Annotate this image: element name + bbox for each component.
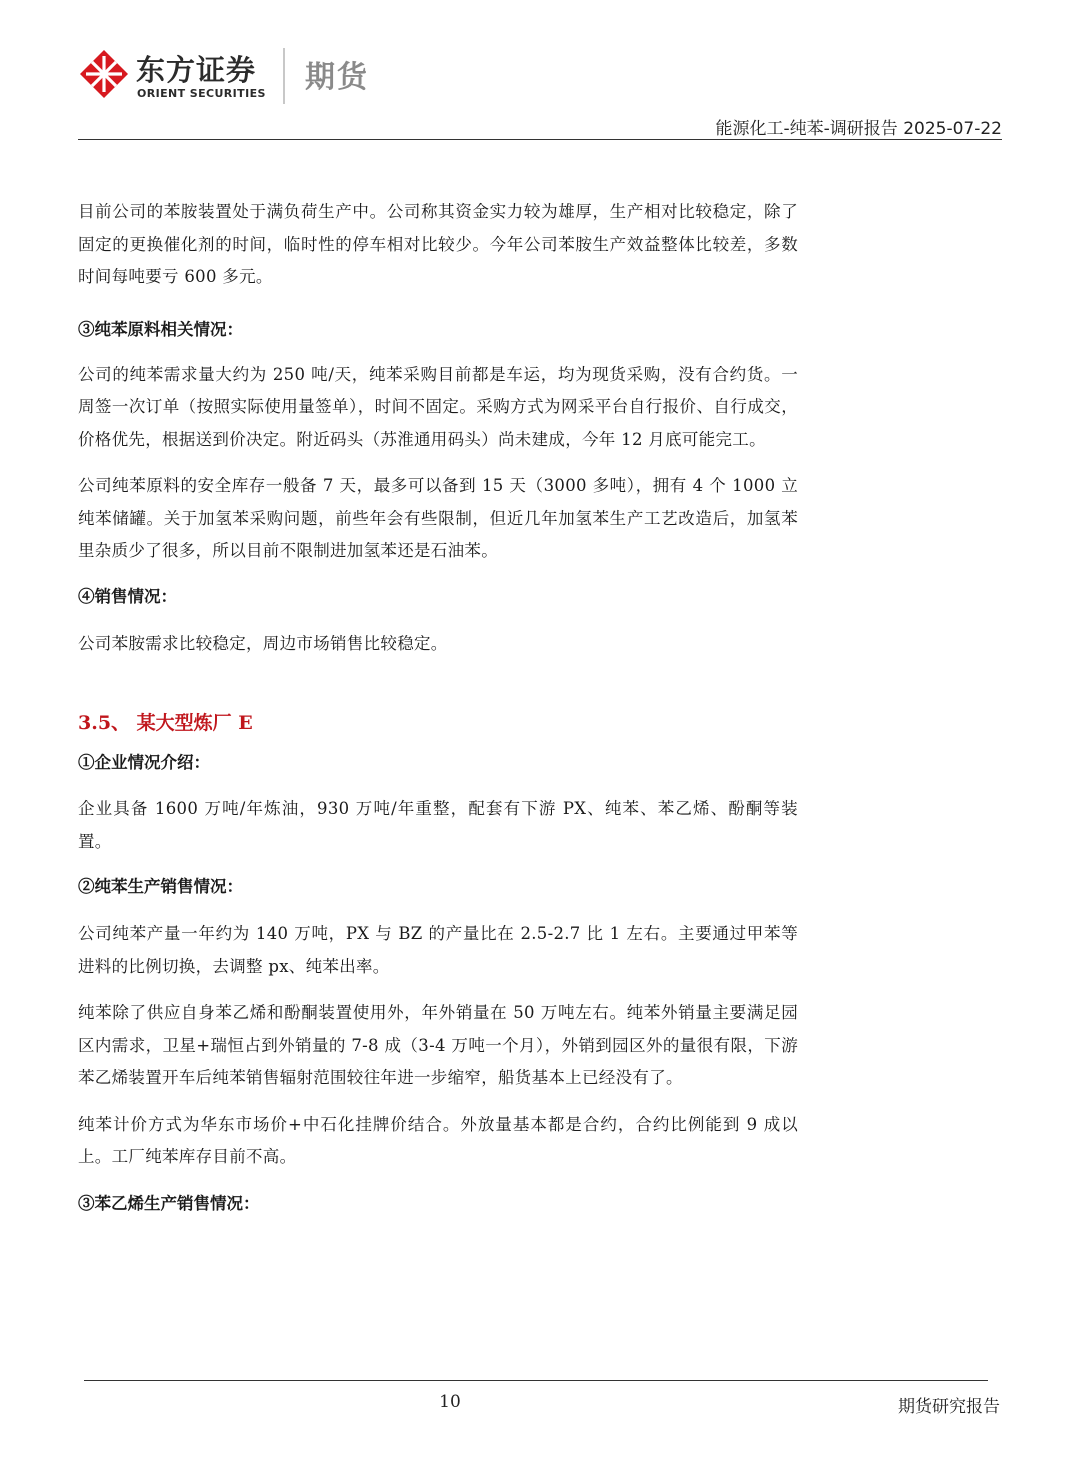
paragraph-aniline-status: 目前公司的苯胺装置处于满负荷生产中。公司称其资金实力较为雄厚，生产相对比较稳定，除了固定的更换催化剂的时间，临时性的停车相对比较少。今年公司苯胺生产效益整体比较差，多数时间每吨要亏 600 多元。 — [78, 202, 798, 286]
heading-sales: ④销售情况： — [78, 586, 177, 606]
footer-divider — [84, 1380, 988, 1381]
heading-benzene-production: ②纯苯生产销售情况： — [78, 877, 243, 896]
footer-report-type: 期货研究报告 — [898, 1397, 1000, 1417]
logo-chinese-name: 东方证券 — [136, 53, 257, 87]
paragraph-benzene-inventory: 公司纯苯原料的安全库存一般备 7 天，最多可以备到 15 天（3000 多吨），拥有 4 个 1000 立纯苯储罐。关于加氢苯采购问题，前些年会有些限制，但近几年加氢苯生产工艺改造后，加氢苯里杂质少了很多，所以目前不限制进加氢苯还是石油苯。 — [78, 476, 798, 560]
logo-divider — [283, 48, 285, 104]
orient-logo-icon — [78, 48, 130, 100]
section-heading-3-5: 3.5、 某大型炼厂 E — [78, 712, 253, 734]
report-body — [78, 196, 798, 1220]
heading-benzene-raw-material: ③纯苯原料相关情况： — [78, 319, 243, 339]
heading-company-intro: ①企业情况介绍： — [78, 753, 210, 772]
page-number: 10 — [439, 1392, 461, 1412]
logo-english-name: ORIENT SECURITIES — [137, 87, 266, 100]
header-divider — [78, 139, 1002, 140]
paragraph-benzene-output: 公司纯苯产量一年约为 140 万吨，PX 与 BZ 的产量比在 2.5-2.7 比 1 左右。主要通过甲苯等进料的比例切换，去调整 px、纯苯出率。 — [78, 924, 798, 976]
paragraph-benzene-demand: 公司的纯苯需求量大约为 250 吨/天，纯苯采购目前都是车运，均为现货采购，没有合约货。一周签一次订单（按照实际使用量签单），时间不固定。采购方式为网采平台自行报价、自行成交，价格优先，根据送到价决定。附近码头（苏淮通用码头）尚未建成，今年 12 月底可能完工。 — [78, 364, 798, 449]
paragraph-benzene-external-sales: 纯苯除了供应自身苯乙烯和酚酮装置使用外，年外销量在 50 万吨左右。纯苯外销量主要满足园区内需求，卫星+瑞恒占到外销量的 7-8 成（3-4 万吨一个月），外销到园区外的量很有限，下游苯乙烯装置开车后纯苯销售辐射范围较往年进一步缩窄，船货基本上已经没有了。 — [78, 1003, 798, 1087]
report-header-title: 能源化工-纯苯-调研报告 2025-07-22 — [715, 119, 1002, 139]
heading-styrene-production: ③苯乙烯生产销售情况： — [78, 1193, 260, 1213]
paragraph-benzene-pricing: 纯苯计价方式为华东市场价+中石化挂牌价结合。外放量基本都是合约，合约比例能到 9 成以上。工厂纯苯库存目前不高。 — [78, 1114, 798, 1166]
paragraph-aniline-sales: 公司苯胺需求比较稳定，周边市场销售比较稳定。 — [78, 633, 448, 653]
paragraph-company-capacity: 企业具备 1600 万吨/年炼油，930 万吨/年重整，配套有下游 PX、纯苯、苯乙烯、酚酮等装置。 — [78, 799, 798, 851]
logo-futures-label: 期货 — [305, 60, 369, 95]
